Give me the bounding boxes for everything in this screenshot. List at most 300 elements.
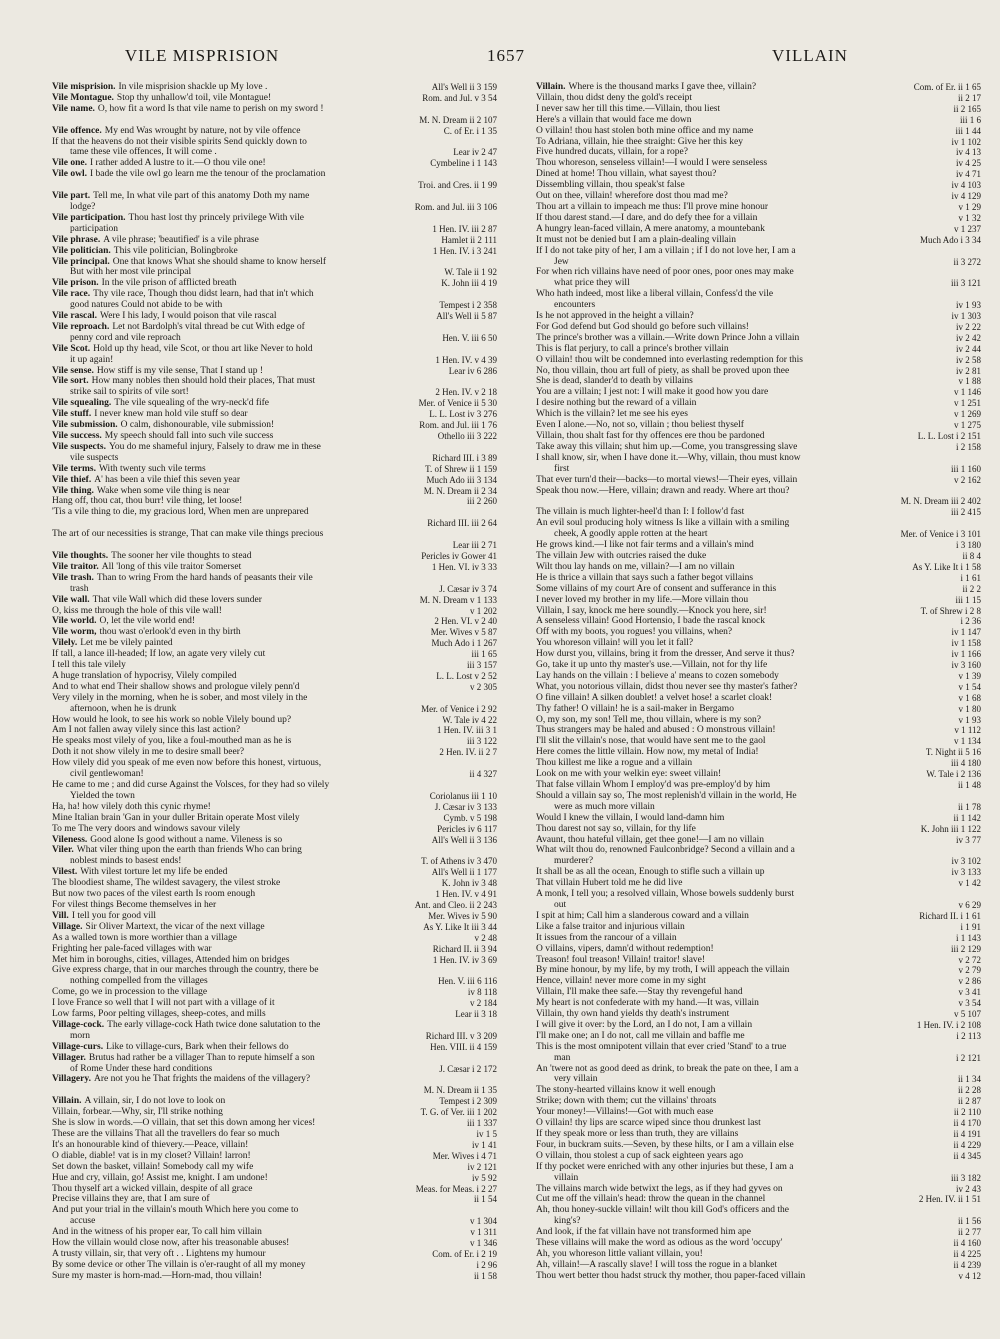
play-reference: iv 2 58 — [952, 355, 981, 366]
quotation: Thou wert better thou hadst struck thy mother, thou paper-faced villain — [536, 1270, 806, 1281]
quotation: If I do not take pity of her, I am a villain ; if I do not love her, I am a — [536, 245, 796, 256]
quotation: The sooner her vile thoughts to stead — [111, 550, 252, 561]
quotation: Ah, villain!—A rascally slave! I will toss the rogue in a blanket — [536, 1259, 778, 1270]
quotation: O villain, thou stolest a cup of sack eighteen years ago — [536, 1150, 744, 1161]
play-reference: iv 2 81 — [952, 366, 981, 377]
concordance-entry — [536, 1184, 981, 1195]
play-reference: ii 2 165 — [949, 104, 981, 115]
play-reference: W. Tale i 2 136 — [922, 769, 981, 780]
concordance-entry — [536, 322, 981, 333]
concordance-entry — [536, 1162, 981, 1173]
play-reference: M. N. Dream ii 1 35 — [420, 1085, 497, 1096]
play-reference: ii 1 56 — [954, 1216, 981, 1227]
quotation: Thou thyself art a wicked villain, despite of all grace — [52, 1183, 253, 1194]
play-reference: iv 3 77 — [952, 835, 981, 846]
play-reference: v 1 80 — [955, 704, 982, 715]
headword: Vile submission. — [52, 420, 118, 431]
quotation: My heart is not confederate with my hand.—It was, villain — [536, 998, 759, 1009]
quotation: Should a villain say so, The most replenish'd villain in the world, He — [536, 790, 797, 801]
concordance-entry — [52, 1020, 497, 1031]
headword: Vile misprision. — [52, 82, 116, 92]
quotation: O, let the vile world end! — [99, 616, 196, 627]
quotation: Villain, forbear.—Why, sir, I'll strike nothing — [52, 1107, 223, 1118]
quotation: Thou whoreson, senseless villain!—I would I were senseless — [536, 158, 768, 169]
quotation: I rather added A lustre to it.—O thou vile one! — [90, 158, 266, 169]
play-reference: v 1 202 — [466, 606, 497, 617]
concordance-entry — [52, 1129, 497, 1140]
headword: Vile rascal. — [52, 311, 98, 322]
quotation: No, thou villain, thou art full of piety, as shall be proved upon thee — [536, 365, 790, 376]
play-reference: ii 2 110 — [950, 1107, 981, 1118]
concordance-entry — [52, 551, 497, 562]
play-reference: 1 Hen. IV. v 4 39 — [431, 355, 497, 366]
quotation: I tell you for good vill — [71, 910, 156, 921]
play-reference: Hen. V. iii 6 50 — [438, 333, 497, 344]
play-reference: i 2 96 — [472, 1260, 497, 1271]
concordance-entry — [52, 856, 497, 867]
play-reference: ii 4 170 — [949, 1118, 981, 1129]
concordance-entry — [52, 1205, 497, 1216]
concordance-entry — [52, 911, 497, 922]
play-reference: J. Cæsar i 2 172 — [435, 1064, 497, 1075]
concordance-entry — [536, 104, 981, 115]
concordance-entry — [536, 1151, 981, 1162]
concordance-entry — [52, 82, 497, 93]
quotation: Here's a villain that would face me down — [536, 114, 692, 125]
quotation: Villain, I'll make thee safe.—Stay thy revengeful hand — [536, 987, 743, 998]
concordance-entry — [536, 1009, 981, 1020]
concordance-entry — [536, 1227, 981, 1238]
play-reference: ii 4 345 — [949, 1151, 981, 1162]
concordance-entry — [536, 856, 981, 867]
quotation: For when rich villains have need of poor ones, poor ones may make — [536, 267, 794, 278]
quotation: O villain! thou hast stolen both mine office and my name — [536, 125, 754, 136]
concordance-entry — [52, 1173, 497, 1184]
quotation: You are a villain; I jest not: I will make it good how you dare — [536, 387, 769, 398]
play-reference: Richard II. ii 3 94 — [429, 944, 497, 955]
play-reference: Lear ii 3 18 — [451, 1009, 497, 1020]
concordance-entry — [52, 813, 497, 824]
quotation: Ah, thou honey-suckle villain! wilt thou kill God's officers and the — [536, 1205, 789, 1216]
quotation: This is flat perjury, to call a prince's brother villain — [536, 343, 729, 354]
headword: Vile owl. — [52, 169, 88, 180]
play-reference: 2 Hen. IV. ii 1 51 — [915, 1194, 981, 1205]
concordance-entry — [52, 944, 497, 955]
play-reference: v 1 68 — [955, 693, 982, 704]
play-reference: 1 Hen. IV. v 4 91 — [431, 889, 497, 900]
concordance-entry — [52, 420, 497, 431]
quotation: O villain! thy lips are scarce wiped since thou drunkest last — [536, 1118, 761, 1129]
play-reference: v 1 146 — [950, 387, 981, 398]
concordance-entry — [536, 235, 981, 246]
concordance-entry — [52, 137, 497, 148]
play-reference: iv 4 25 — [952, 158, 981, 169]
play-reference: i 1 61 — [956, 573, 981, 584]
quotation: Where is the thousand marks I gave thee, villain? — [568, 82, 757, 92]
concordance-entry — [52, 126, 497, 137]
concordance-entry — [52, 889, 497, 900]
quotation: Some villains of my court Are of consent and sufferance in this — [536, 583, 777, 594]
headword: Vile trash. — [52, 572, 94, 583]
play-reference: iv 1 303 — [947, 311, 981, 322]
concordance-entry — [536, 627, 981, 638]
play-reference: 2 Hen. VI. v 2 40 — [430, 616, 497, 627]
quotation: That vile Wall which did these lovers sunder — [92, 594, 262, 605]
concordance-entry — [52, 224, 497, 235]
concordance-entry — [536, 169, 981, 180]
headword: Villain. — [52, 1096, 82, 1107]
concordance-entry — [536, 1205, 981, 1216]
concordance-entry — [536, 93, 981, 104]
quotation: Take away this villain; shut him up.—Come, you transgressing slave — [536, 441, 798, 452]
concordance-entry — [52, 147, 497, 158]
concordance-entry — [536, 453, 981, 464]
quotation: He speaks most vilely of you, like a foul-mouthed man as he is — [52, 736, 292, 747]
quotation: thou wast o'erlook'd even in thy birth — [99, 627, 241, 638]
quotation: What, you notorious villain, didst thou never see thy master's father? — [536, 681, 798, 692]
quotation: Sure my master is horn-mad.—Horn-mad, thou villain! — [52, 1270, 263, 1281]
quotation: Like a false traitor and injurious villain — [536, 921, 685, 932]
quotation: If they speak more or less than truth, they are villains — [536, 1129, 739, 1139]
play-reference: ii 2 28 — [954, 1085, 981, 1096]
quotation: For God defend but God should go before such villains! — [536, 321, 749, 332]
quotation: A monk, I tell you; a resolved villain, Whose bowels suddenly burst — [536, 889, 795, 900]
concordance-entry — [536, 758, 981, 769]
concordance-entry — [52, 922, 497, 933]
quotation: it up again! — [70, 354, 114, 365]
concordance-entry — [536, 780, 981, 791]
play-reference: i 1 143 — [952, 933, 981, 944]
concordance-entry — [536, 278, 981, 289]
quotation: Lay hands on the villain : I believe a' means to cozen somebody — [536, 670, 779, 681]
concordance-entry — [536, 1107, 981, 1118]
play-reference: iii 1 44 — [951, 126, 981, 137]
concordance-entry — [52, 965, 497, 976]
concordance-entry — [536, 376, 981, 387]
concordance-entry — [536, 802, 981, 813]
concordance-entry — [52, 606, 497, 617]
quotation: Treason! foul treason! Villain! traitor! slave! — [536, 954, 706, 965]
concordance-entry — [536, 507, 981, 518]
play-reference: 1 Hen. VI. iv 3 33 — [428, 562, 497, 573]
concordance-entry — [536, 1064, 981, 1075]
page-number: 1657 — [487, 46, 525, 65]
quotation: Thy vile race, Though thou didst learn, had that in't which — [93, 289, 314, 300]
play-reference: i 2 158 — [952, 442, 981, 453]
headword: Vile sense. — [52, 365, 94, 376]
headword: Vile thing. — [52, 485, 94, 496]
headword: Vile one. — [52, 158, 88, 169]
play-reference: iv 1 41 — [468, 1140, 497, 1151]
left-column — [52, 82, 497, 1327]
concordance-entry — [52, 289, 497, 300]
headword: Vile reproach. — [52, 321, 110, 332]
concordance-entry — [52, 278, 497, 289]
quotation: Villain, thou didst deny the gold's receipt — [536, 92, 693, 103]
play-reference: M. N. Dream v 1 133 — [416, 595, 497, 606]
quotation: Thy father! O villain! he is a sail-maker in Bergamo — [536, 703, 734, 714]
quotation: But with her most vile principal — [70, 267, 192, 278]
concordance-entry — [52, 442, 497, 453]
quotation: I never loved my brother in my life.—More villain thou — [536, 594, 749, 605]
concordance-entry — [52, 638, 497, 649]
quotation: Jew — [554, 256, 569, 267]
quotation: How vilely did you speak of me even now before this honest, virtuous, — [52, 758, 322, 769]
concordance-entry — [52, 169, 497, 180]
quotation: what price they will — [554, 278, 630, 289]
play-reference: iii 2 260 — [463, 496, 497, 507]
concordance-entry — [52, 933, 497, 944]
play-reference: v 6 29 — [955, 900, 982, 911]
play-reference: All's Well ii 3 159 — [428, 82, 497, 93]
headword: Vile sort. — [52, 376, 89, 387]
quotation: Mine Italian brain 'Gan in your duller Britain operate Most vilely — [52, 812, 300, 823]
concordance-entry — [536, 987, 981, 998]
quotation: He grows kind.—I like not fair terms and a villain's mind — [536, 540, 754, 551]
concordance-entry — [536, 496, 981, 507]
concordance-entry — [536, 289, 981, 300]
quotation: O, my son, my son! Tell me, thou villain, where is my son? — [536, 714, 762, 725]
headword: Vileness. — [52, 834, 88, 845]
concordance-entry — [52, 627, 497, 638]
quotation: If thy pocket were enriched with any other injuries but these, I am a — [536, 1161, 794, 1172]
quotation: Villain, thy own hand yields thy death's instrument — [536, 1009, 730, 1020]
concordance-entry — [52, 802, 497, 813]
concordance-entry — [536, 900, 981, 911]
headword: Village-curs. — [52, 1041, 104, 1052]
quotation: O fine villain! A silken doublet! a velvet hose! a scarlet cloak! — [536, 692, 773, 703]
play-reference: ii 1 142 — [949, 813, 981, 824]
quotation: Am I not fallen away vilely since this last action? — [52, 725, 241, 736]
concordance-entry — [536, 387, 981, 398]
quotation: Doth it not show vilely in me to desire small beer? — [52, 747, 245, 758]
concordance-entry — [52, 529, 497, 540]
play-reference: v 3 41 — [955, 987, 982, 998]
play-reference: v 1 112 — [950, 725, 981, 736]
quotation: Hold up thy head, vile Scot, or thou art like Never to hold — [93, 343, 313, 354]
concordance-entry — [536, 1085, 981, 1096]
quotation: king's? — [554, 1216, 581, 1227]
quotation: participation — [70, 223, 119, 234]
headword: Vile stuff. — [52, 409, 92, 420]
concordance-entry — [536, 1031, 981, 1042]
play-reference: 1 Hen. IV. i 2 108 — [913, 1020, 981, 1031]
quotation: It issues from the rancour of a villain — [536, 932, 677, 943]
play-reference: iii 3 157 — [463, 660, 497, 671]
concordance-entry — [536, 573, 981, 584]
concordance-entry — [52, 518, 497, 529]
quotation: I desire nothing but the reward of a villain — [536, 398, 697, 409]
concordance-entry — [536, 911, 981, 922]
play-reference: Richard II. i 1 61 — [915, 911, 981, 922]
quotation: Four, in buckram suits.—Seven, by these hilts, or I am a villain else — [536, 1139, 794, 1150]
quotation: The villain is much lighter-heel'd than I: I follow'd fast — [536, 507, 745, 518]
play-reference: iv 8 118 — [464, 987, 497, 998]
concordance-entry — [536, 1118, 981, 1129]
quotation: He is thrice a villain that says such a father begot villains — [536, 572, 754, 583]
concordance-entry — [536, 311, 981, 322]
headword: Village-cock. — [52, 1019, 105, 1030]
quotation: Come, go we in procession to the village — [52, 987, 208, 998]
concordance-entry — [52, 1096, 497, 1107]
concordance-entry — [52, 376, 497, 387]
concordance-entry — [52, 584, 497, 595]
quotation: O, kiss me through the hole of this vile wall! — [52, 605, 222, 616]
concordance-entry — [536, 660, 981, 671]
play-reference: v 2 72 — [955, 955, 982, 966]
concordance-entry — [52, 409, 497, 420]
play-reference: ii 1 34 — [954, 1074, 981, 1085]
quotation: Go, take it up unto thy master's use.—Villain, not for thy life — [536, 660, 768, 671]
concordance-entry — [536, 355, 981, 366]
play-reference: v 3 54 — [955, 998, 982, 1009]
concordance-entry — [52, 486, 497, 497]
concordance-entry — [536, 1053, 981, 1064]
play-reference: Hen. VIII. ii 4 159 — [426, 1042, 497, 1053]
quotation: A villain, sir, I do not love to look on — [84, 1096, 226, 1107]
quotation: He came to me ; and did curse Against the Volsces, for they had so vilely — [52, 780, 330, 790]
concordance-entry — [536, 824, 981, 835]
quotation: My end Was wrought by nature, not by vile offence — [104, 125, 301, 136]
headword: Vile worm, — [52, 627, 97, 638]
play-reference: iii 3 121 — [947, 278, 981, 289]
quotation: Hence, villain! never more come in my sight — [536, 976, 706, 987]
concordance-entry — [536, 344, 981, 355]
play-reference: v 1 134 — [950, 736, 981, 747]
quotation: Precise villains they are, that I am sure of — [52, 1194, 210, 1205]
quotation: Five hundred ducats, villain, for a rope? — [536, 147, 688, 158]
concordance-entry — [536, 845, 981, 856]
concordance-entry — [536, 180, 981, 191]
play-reference: ii 1 58 — [470, 1271, 497, 1282]
quotation: out — [554, 899, 567, 910]
concordance-entry — [536, 933, 981, 944]
concordance-entry — [536, 693, 981, 704]
play-reference: iii 2 415 — [947, 507, 981, 518]
play-reference: ii 8 4 — [958, 551, 981, 562]
concordance-entry — [52, 235, 497, 246]
concordance-entry — [536, 529, 981, 540]
quotation: In vile misprision shackle up My love . — [118, 82, 268, 92]
play-reference: M. N. Dream ii 2 107 — [415, 115, 497, 126]
quotation: A trusty villain, sir, that very oft . . Lightens my humour — [52, 1248, 266, 1259]
quotation: Are not you he That frights the maidens of the villagery? — [93, 1074, 311, 1085]
play-reference: ii 1 48 — [954, 780, 981, 791]
quotation: Met him in boroughs, cities, villages, Attended him on bridges — [52, 954, 290, 965]
quotation: Wilt thou lay hands on me, villain?—I am no villain — [536, 561, 735, 572]
play-reference: iv 1 147 — [947, 627, 981, 638]
play-reference: Much Ado i 1 267 — [427, 638, 497, 649]
quotation: If that the heavens do not their visible spirits Send quickly down to — [52, 136, 307, 147]
play-reference: As Y. Like It i 1 58 — [908, 562, 981, 573]
quotation: You do me shameful injury, Falsely to draw me in these — [109, 441, 321, 452]
play-reference: K. John iii 4 19 — [437, 278, 497, 289]
play-reference: v 2 162 — [950, 475, 981, 486]
quotation: You whoreson villain! will you let it fall? — [536, 638, 694, 649]
quotation: noblest minds to basest ends! — [70, 856, 182, 867]
play-reference: iii 1 6 — [956, 115, 981, 126]
play-reference: v 2 305 — [466, 682, 497, 693]
concordance-entry — [52, 115, 497, 126]
concordance-entry — [52, 1009, 497, 1020]
concordance-entry — [536, 922, 981, 933]
play-reference: v 1 54 — [955, 682, 982, 693]
play-reference: Pericles iv 6 117 — [433, 824, 497, 835]
quotation: It must not be denied but I am a plain-dealing villain — [536, 234, 736, 245]
quotation: I bade the vile owl go learn me the tenour of the proclamation — [90, 169, 326, 180]
quotation: Avaunt, thou hateful villain, get thee gone!—I am no villain — [536, 834, 765, 845]
concordance-entry — [536, 147, 981, 158]
play-reference: J. Cæsar iv 3 74 — [435, 584, 497, 595]
quotation: That villain Hubert told me he did live — [536, 878, 683, 889]
concordance-entry — [536, 540, 981, 551]
concordance-entry — [52, 725, 497, 736]
concordance-entry — [536, 649, 981, 660]
quotation: Which is the villain? let me see his eyes — [536, 409, 688, 420]
play-reference: K. John iii 1 122 — [917, 824, 981, 835]
play-reference: W. Tale iv 4 22 — [438, 715, 497, 726]
quotation: Frighting her pale-faced villages with war — [52, 943, 212, 954]
quotation: By some device or other The villain is o'er-raught of all my money — [52, 1259, 306, 1270]
quotation: Dissembling villain, thou speak'st false — [536, 180, 685, 191]
concordance-entry — [536, 137, 981, 148]
concordance-entry — [52, 213, 497, 224]
quotation: To me The very doors and windows savour vilely — [52, 823, 241, 834]
quotation — [52, 115, 54, 125]
play-reference: ii 4 160 — [949, 1238, 981, 1249]
concordance-entry — [52, 1151, 497, 1162]
quotation: The vile squealing of the wry-neck'd fife — [114, 398, 270, 409]
concordance-entry — [536, 725, 981, 736]
play-reference: iv 2 22 — [952, 322, 981, 333]
quotation: I love France so well that I will not part with a village of it — [52, 998, 275, 1009]
play-reference: 1 Hen. IV. iv 3 69 — [429, 955, 497, 966]
concordance-entry — [52, 1194, 497, 1205]
concordance-entry — [536, 769, 981, 780]
headword: Villagery. — [52, 1074, 91, 1085]
headword: Vile participation. — [52, 212, 126, 223]
play-reference: i 2 36 — [956, 616, 981, 627]
play-reference: iv 4 103 — [947, 180, 981, 191]
play-reference: iv 1 158 — [947, 638, 981, 649]
play-reference: v 1 275 — [950, 420, 981, 431]
quotation: vile suspects — [70, 452, 119, 463]
play-reference: L. L. Lost v 2 52 — [432, 671, 497, 682]
concordance-entry — [536, 300, 981, 311]
play-reference: v 1 42 — [955, 878, 982, 889]
quotation: Give express charge, that in our marches through the country, there be — [52, 965, 319, 976]
concordance-entry — [536, 442, 981, 453]
concordance-entry — [536, 1020, 981, 1031]
quotation: Look on me with your welkin eye: sweet villain! — [536, 769, 722, 780]
headword: Vile prison. — [52, 278, 99, 289]
concordance-entry — [52, 998, 497, 1009]
quotation: I never saw her till this time.—Villain, thou liest — [536, 103, 721, 114]
quotation: And look, if the fat villain have not transformed him ape — [536, 1227, 752, 1238]
quotation: Good alone Is good without a name. Vileness is so — [90, 834, 283, 845]
concordance-entry — [52, 464, 497, 475]
play-reference: ii 2 17 — [954, 93, 981, 104]
concordance-entry — [52, 311, 497, 322]
quotation: And in the witness of his proper ear, To call him villain — [52, 1227, 262, 1238]
headword: Villain. — [536, 82, 566, 92]
quotation: These villains will make the word as odious as the word 'occupy' — [536, 1238, 783, 1249]
concordance-entry — [52, 398, 497, 409]
play-reference: Tempest i 2 309 — [435, 1096, 497, 1107]
concordance-entry — [536, 333, 981, 344]
quotation: Off with my boots, you rogues! you villains, when? — [536, 627, 733, 638]
play-reference: Much Ado i 3 34 — [916, 235, 981, 246]
